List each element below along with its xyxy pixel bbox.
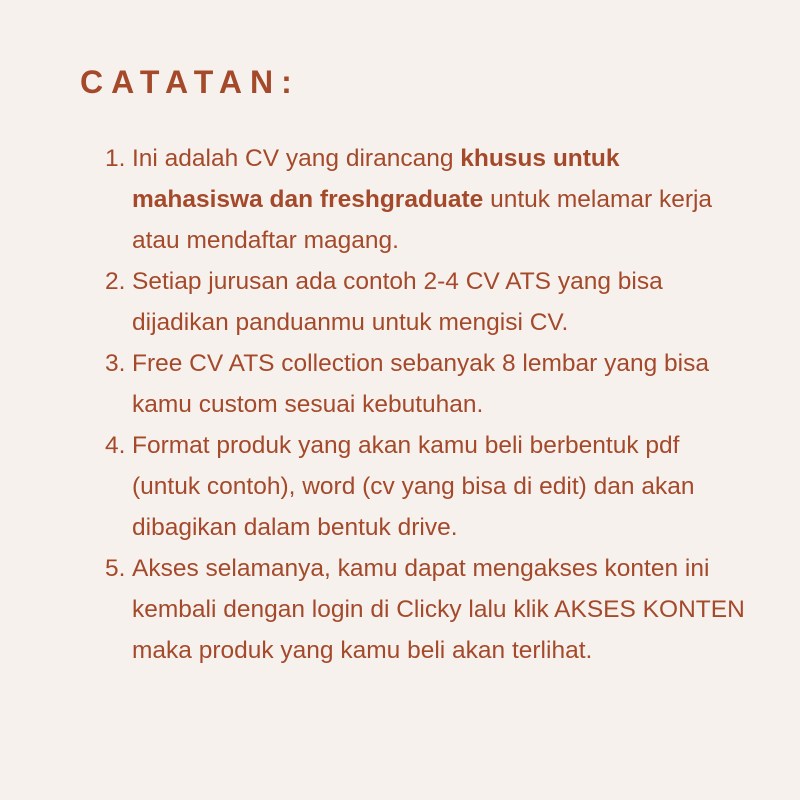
note-number: 2. — [105, 268, 126, 295]
note-text-segment: untuk melamar kerja atau mendaftar magang. — [132, 186, 713, 254]
note-text-bold-segment: khusus untuk mahasiswa dan freshgraduate — [132, 145, 620, 213]
note-item — [105, 138, 745, 261]
note-text-segment: Setiap jurusan ada contoh 2-4 CV ATS yang bisa dijadikan panduanmu untuk mengisi CV. — [132, 268, 663, 336]
notes-list — [105, 138, 745, 671]
note-text — [132, 261, 745, 343]
page-title: CATATAN: — [80, 64, 300, 100]
note-number: 1. — [105, 145, 126, 172]
note-number: 4. — [105, 432, 126, 459]
note-text — [132, 425, 745, 548]
note-text-segment: Free CV ATS collection sebanyak 8 lembar yang bisa kamu custom sesuai kebutuhan. — [132, 350, 709, 418]
note-item — [105, 261, 745, 343]
note-text-segment: Ini adalah CV yang dirancang — [132, 145, 461, 172]
note-text-segment: Format produk yang akan kamu beli berbentuk pdf (untuk contoh), word (cv yang bisa di edit) dan akan dibagikan dalam bentuk drive. — [132, 432, 695, 541]
note-text — [132, 548, 745, 671]
note-text — [132, 138, 745, 261]
note-item — [105, 548, 745, 671]
note-item — [105, 425, 745, 548]
note-number: 3. — [105, 350, 126, 377]
note-text-segment: Akses selamanya, kamu dapat mengakses konten ini kembali dengan login di Clicky lalu klik AKSES KONTEN maka produk yang kamu beli akan terlihat. — [132, 555, 745, 664]
note-number: 5. — [105, 555, 126, 582]
note-text — [132, 343, 745, 425]
note-item — [105, 343, 745, 425]
